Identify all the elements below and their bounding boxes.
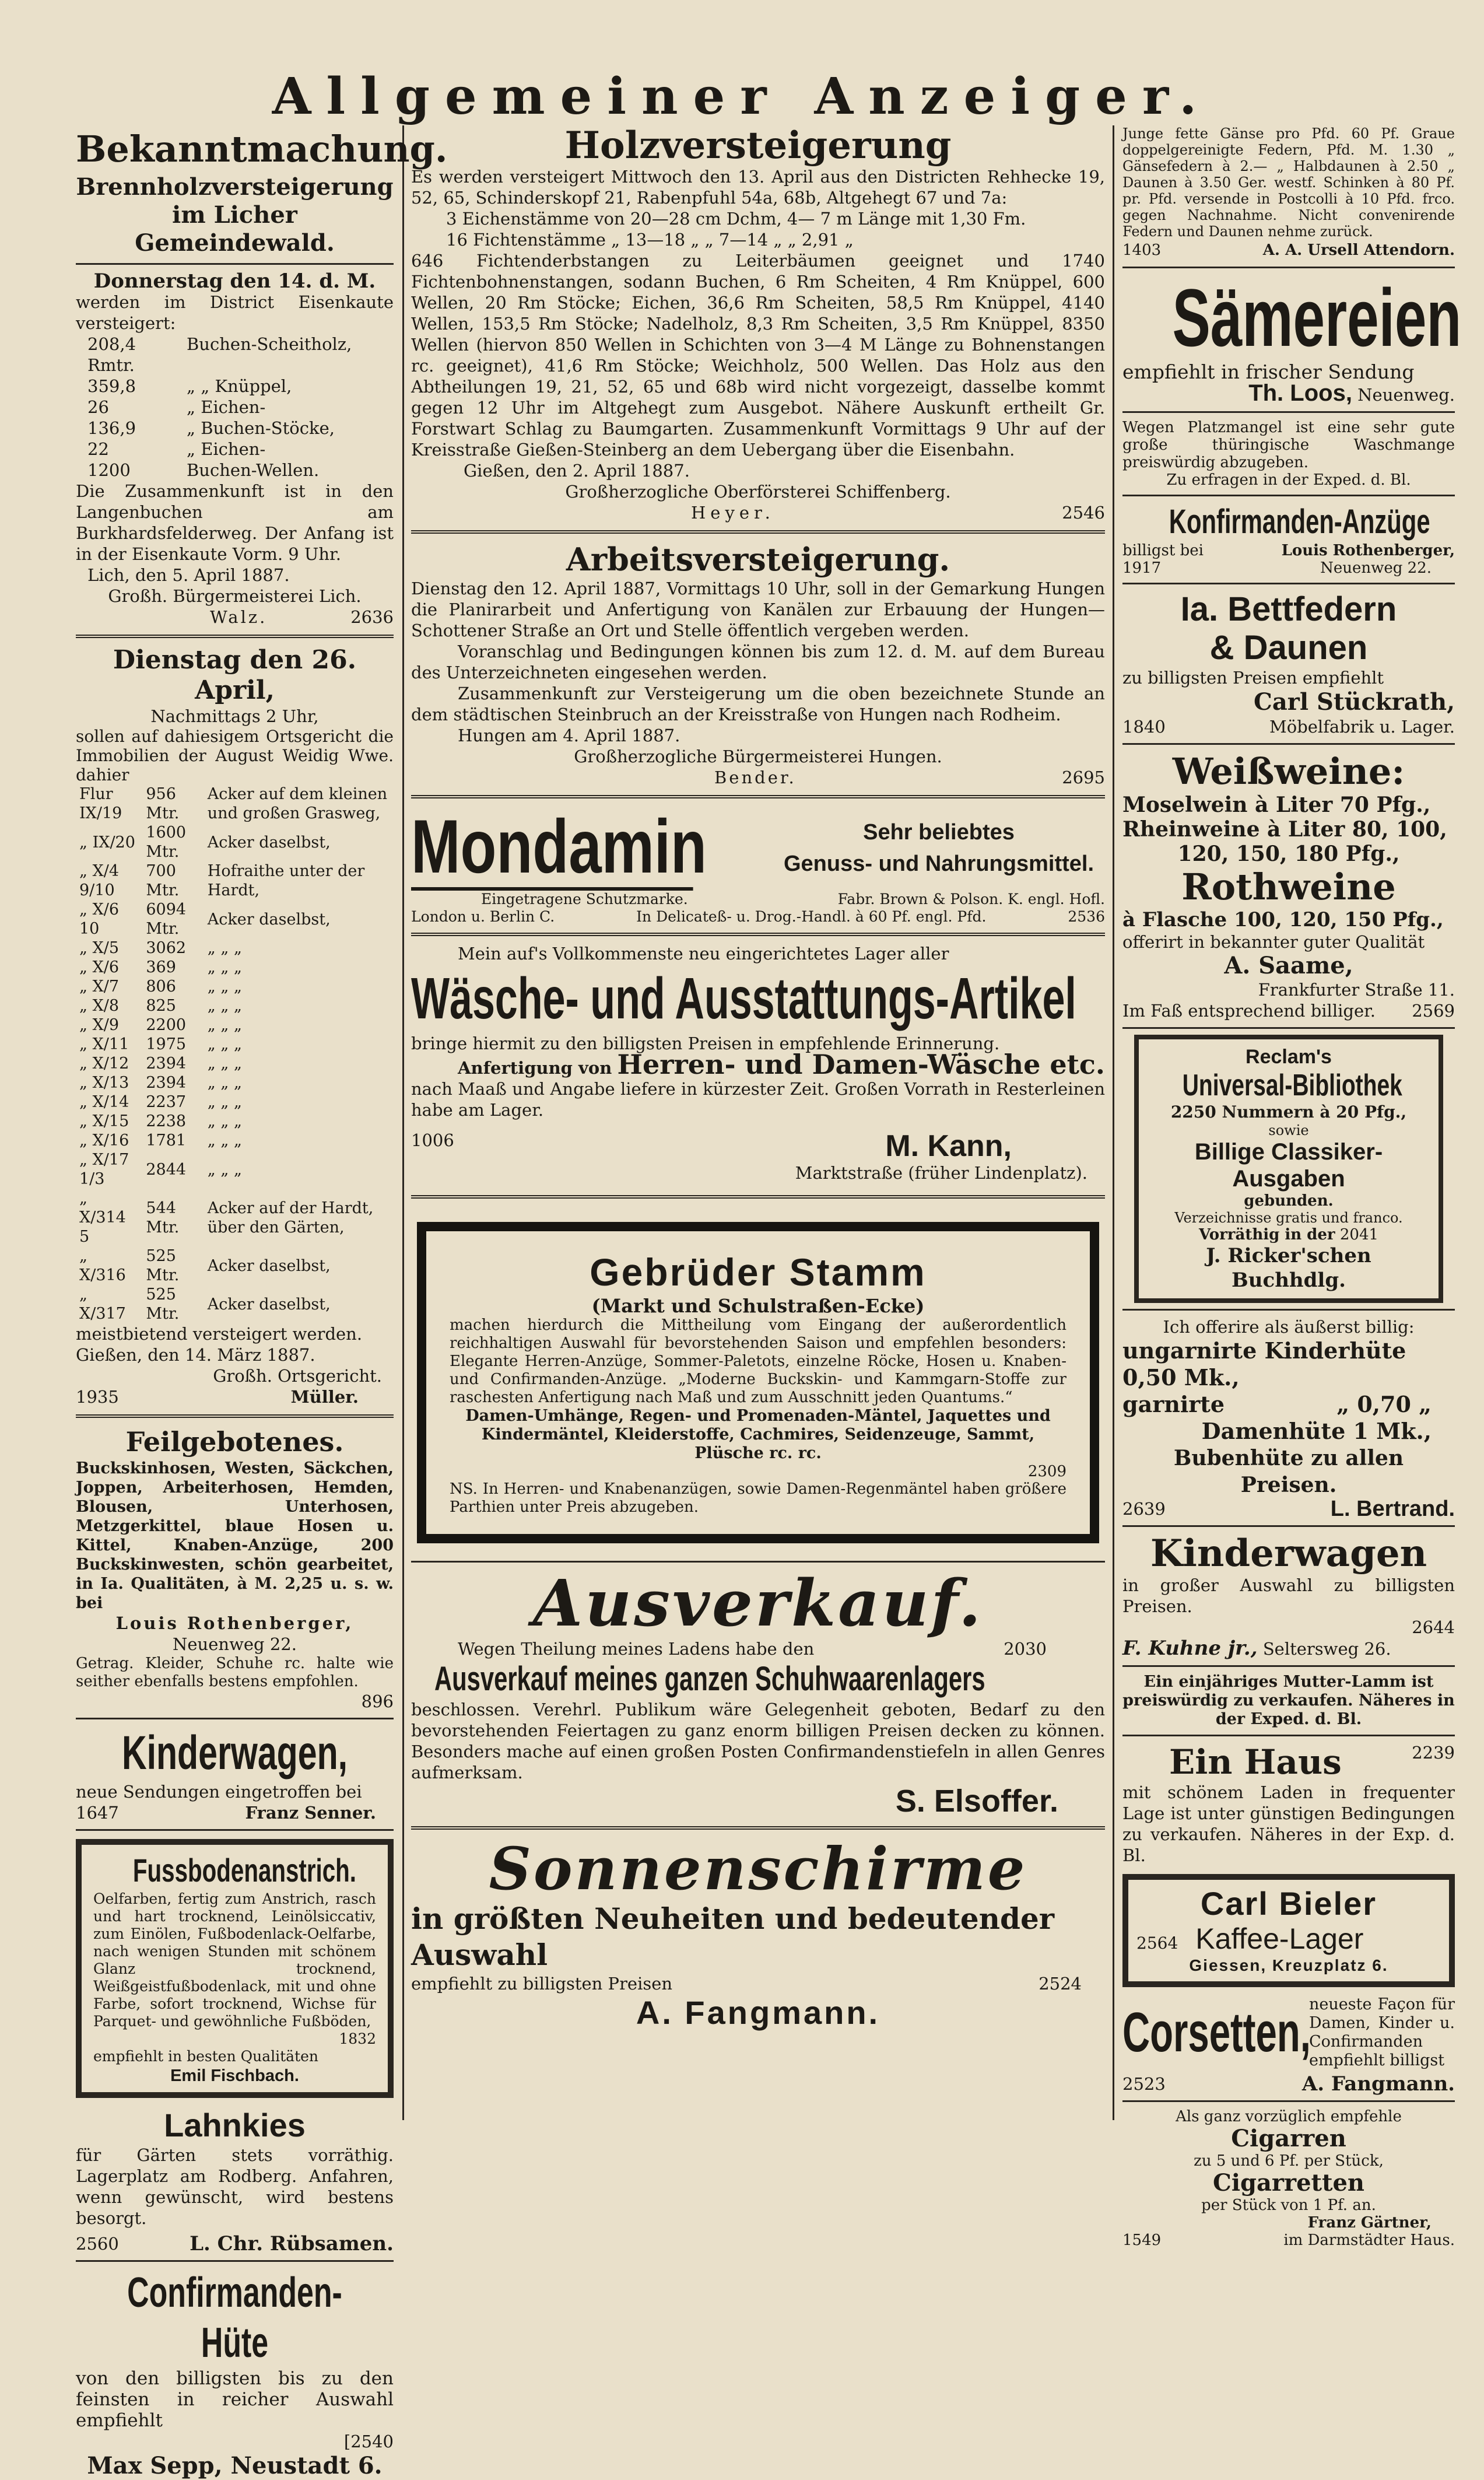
ad-text: ungarnirte Kinderhüte 0,50 Mk., <box>1122 1337 1406 1390</box>
ad-office: Großh. Bürgermeisterei Lich. <box>108 586 362 606</box>
ad-address: Möbelfabrik u. Lager. <box>1269 717 1455 737</box>
ad-number: 2309 <box>1027 1463 1066 1480</box>
ad-address: Neuenweg 22. <box>173 1634 297 1654</box>
ad-signature: 2560 L. Chr. Rübsamen. <box>76 2232 394 2255</box>
ad-cigarren <box>1122 2108 1455 2249</box>
ad-title: Fussbodenanstrich. <box>132 1852 357 1889</box>
ad-text: Moselwein à Liter 70 Pfg., <box>1122 793 1431 817</box>
ad-text: empfiehlt zu billigsten Preisen <box>411 1974 673 1994</box>
ad-title: Weißweine: <box>1172 750 1405 793</box>
divider <box>1122 583 1455 584</box>
divider <box>1122 1309 1455 1311</box>
column-right <box>1122 125 1462 2249</box>
ad-tagline: Sehr beliebtes <box>863 820 1015 845</box>
ad-text: für Gärten stets vorräthig. Lagerplatz am Rodberg. Anfahren, wenn gewünscht, wird bestens besorgt. <box>76 2145 394 2228</box>
ad-name: Max Sepp, Neustadt 6. <box>87 2452 383 2479</box>
ad-number: [2540 <box>343 2432 394 2451</box>
divider <box>411 1826 1105 1830</box>
table-row: „ X/11 1975 „ „ „ <box>79 1035 242 1053</box>
ad-text: Herren- und Damen-Wäsche etc. <box>617 1049 1105 1080</box>
ad-text: Voranschlag und Bedingungen können bis zum 12. d. M. auf dem Bureau des Unterzeichneten eingesehen werden. <box>411 642 1105 682</box>
ad-title: Bekanntmachung. <box>76 128 448 170</box>
ad-text: zu billigsten Preisen empfiehlt <box>1122 668 1384 688</box>
ad-waschmange <box>1122 419 1455 489</box>
divider <box>411 530 1105 534</box>
ad-text: London u. Berlin C. <box>411 908 555 925</box>
ad-kinderwagen-kuhne <box>1122 1533 1455 1659</box>
ad-title: Lahnkies <box>164 2107 306 2143</box>
ad-number: 2030 <box>1004 1639 1047 1659</box>
ad-text: gebunden. <box>1244 1192 1334 1210</box>
ad-gebrueder-stamm <box>417 1222 1099 1543</box>
ad-text: à Flasche 100, 120, 150 Pfg., <box>1122 908 1444 931</box>
ad-title: Cigarren <box>1231 2125 1346 2152</box>
ad-office: Großherzogliche Bürgermeisterei Hungen. <box>574 747 942 766</box>
ad-holzversteigerung <box>411 125 1105 523</box>
ad-kinderwagen <box>76 1725 394 1823</box>
ad-lahnkies <box>76 2106 394 2254</box>
ad-address: Neuenweg. <box>1357 385 1455 405</box>
ad-signature: Bender. 2695 <box>714 768 1105 787</box>
ad-number: 2639 <box>1122 1499 1166 1519</box>
ad-title: Mondamin <box>411 805 693 891</box>
ad-address: Giessen, Kreuzplatz 6. <box>1189 1956 1388 1974</box>
ad-number: 1549 <box>1122 2232 1162 2249</box>
ad-number: 2536 <box>1068 908 1105 925</box>
ad-title: Confirmanden-Hüte <box>127 2269 342 2366</box>
ad-name: A. Fangmann. <box>636 1994 880 2031</box>
ad-number: 1832 <box>339 2030 376 2047</box>
ad-title: Wäsche- und Ausstattungs-Artikel <box>411 966 1076 1031</box>
ad-number: 2524 <box>1039 1974 1082 1994</box>
ad-text: empfiehlt in frischer Sendung <box>1122 360 1415 383</box>
ad-saemereien <box>1122 272 1462 406</box>
ad-title: Arbeitsversteigerung. <box>566 541 950 578</box>
ad-number: 1006 <box>411 1130 454 1150</box>
list-item: 136,9 „ Buchen-Stöcke, <box>87 418 335 438</box>
ad-text: werden im District Eisenkaute versteigert: <box>76 292 394 333</box>
table-row: „ X/6 369 „ „ „ <box>79 958 242 976</box>
table-row: Flur IX/19 956 Mtr. Acker auf dem kleinen und großen Grasweg, <box>79 785 388 822</box>
ad-text: Getrag. Kleider, Schuhe rc. halte wie seither ebenfalls bestens empfohlen. <box>76 1655 394 1690</box>
ad-text: Ein einjähriges Mutter-Lamm ist preiswürdig zu verkaufen. Näheres in der Exped. d. Bl. <box>1122 1673 1455 1728</box>
divider <box>1122 267 1455 268</box>
ad-title: Rothweine <box>1181 866 1396 908</box>
column-middle <box>411 125 1105 2031</box>
ad-place: Gießen, den 2. April 1887. <box>464 461 690 481</box>
ad-title: Cigarretten <box>1213 2169 1364 2197</box>
table-row: „ X/7 806 „ „ „ <box>79 978 242 996</box>
ad-title: Konfirmanden-Anzüge <box>1169 503 1430 541</box>
ad-text: Ausverkauf meines ganzen Schuhwaarenlagers <box>434 1660 985 1698</box>
ad-signature: 1647 Franz Senner. <box>76 1803 376 1823</box>
ad-title: Ausverkauf. <box>532 1565 984 1641</box>
ad-name: Louis Rothenberger, <box>115 1613 354 1633</box>
ad-fussboden <box>76 1839 394 2098</box>
list-item: 359,8 „ „ Knüppel, <box>87 376 292 396</box>
ad-name: J. Ricker'schen Buchhdlg. <box>1206 1244 1371 1292</box>
ad-text: Vorräthig in der <box>1198 1226 1335 1243</box>
ad-text: Als ganz vorzüglich empfehle <box>1176 2108 1402 2125</box>
ad-text: In Delicateß- u. Drog.-Handl. à 60 Pf. engl. Pfd. <box>636 908 987 925</box>
ad-text: offerirt in bekannter guter Qualität <box>1122 932 1425 952</box>
ad-name: L. Bertrand. <box>1330 1497 1455 1521</box>
ad-text: in großer Auswahl zu billigsten Preisen. <box>1122 1575 1455 1616</box>
table-row: „ X/5 3062 „ „ „ <box>79 939 242 957</box>
ad-office: Großherzogliche Oberförsterei Schiffenberg. <box>565 482 951 502</box>
ad-bertrand <box>1122 1316 1455 1519</box>
ad-title: Sonnenschirme <box>489 1834 1027 1903</box>
table-row: „ X/15 2238 „ „ „ <box>79 1112 242 1130</box>
ad-title: Holzversteigerung <box>564 124 952 167</box>
ad-text: „ 0,70 „ <box>1336 1391 1432 1417</box>
masthead: Allgemeiner Anzeiger. <box>272 67 1212 126</box>
table-row: „ IX/20 1600 Mtr. Acker daselbst, <box>79 824 331 861</box>
ad-number: 1840 <box>1122 717 1166 737</box>
ad-text: Ausgaben <box>1232 1166 1345 1192</box>
ad-text: sowie <box>1268 1122 1309 1139</box>
ad-text: Billige Classiker- <box>1194 1139 1383 1165</box>
table-row: „ X/317 525 Mtr. Acker daselbst, <box>79 1285 331 1323</box>
parcel-table <box>76 784 394 1323</box>
ad-text: Damenhüte 1 Mk., <box>1201 1418 1432 1444</box>
ad-text: 120, 150, 180 Pfg., <box>1177 842 1400 866</box>
ad-title: Reclam's <box>1246 1046 1332 1068</box>
ad-title: Kinderwagen, <box>121 1726 348 1780</box>
ad-time: Nachmittags 2 Uhr, <box>150 706 319 726</box>
ad-text: neueste Façon für Damen, Kinder u. Confirmanden empfiehlt billigst <box>1309 1995 1455 2069</box>
divider <box>76 263 394 265</box>
ad-place: Gießen, den 14. März 1887. <box>76 1345 315 1365</box>
ad-subtitle: Kaffee-Lager <box>1195 1922 1364 1955</box>
ad-address: im Darmstädter Haus. <box>1283 2232 1455 2249</box>
ad-text: nach Maaß und Angabe liefere in kürzester Zeit. Großen Vorrath in Resterleinen habe am Lager. <box>411 1079 1105 1120</box>
ad-name: A. A. Ursell Attendorn. <box>1262 241 1455 259</box>
ad-konfirmanden <box>1122 502 1455 577</box>
ad-text: billigst bei <box>1122 542 1204 559</box>
ad-title: Kinderwagen <box>1150 1532 1427 1575</box>
ad-title: & Daunen <box>1209 629 1368 667</box>
ad-signature: Walz. 2636 <box>210 607 394 627</box>
column-rule <box>402 125 404 2120</box>
ad-ausverkauf <box>411 1565 1105 1819</box>
ad-title: Carl Bieler <box>1200 1885 1377 1922</box>
ad-number: 1403 <box>1122 241 1162 259</box>
table-row: „ X/12 2394 „ „ „ <box>79 1055 242 1073</box>
table-row: „ X/4 9/10 700 Mtr. Hofraithe unter der Hardt, <box>79 862 365 899</box>
ad-name: F. Kuhne jr., <box>1122 1637 1258 1660</box>
divider <box>411 795 1105 798</box>
ad-number: 2523 <box>1122 2074 1166 2094</box>
ad-title: Sämereien <box>1172 272 1462 363</box>
divider <box>1122 1665 1455 1667</box>
ad-place: Lich, den 5. April 1887. <box>87 565 290 585</box>
ad-text: per Stück von 1 Pf. an. <box>1201 2197 1376 2214</box>
ad-haus <box>1122 1742 1455 1866</box>
ad-text: mit schönem Laden in frequenter Lage ist unter günstigen Bedingungen zu verkaufen. Näheres in der Exp. d. Bl. <box>1122 1782 1455 1865</box>
ad-text: Die Zusammenkunft ist in den Langenbuchen am Burkhardsfelderweg. Der Anfang ist in der Eisenkaute Vorm. 9 Uhr. <box>76 481 394 564</box>
ad-text: 646 Fichtenderbstangen zu Leiterbäumen geeignet und 1740 Fichtenbohnenstangen, sodann Buchen, 6 Rm Scheiten, 4 Rm Knüppel, 600 Wellen, 20 Rm Stöcke; Eichen, 36,6 Rm Scheiten, 58,5 Rm Knüppel, 4140 Wellen, 153,5 Rm Stöcke; Nadelholz, 8,3 Rm Scheiten, 3,5 Rm Knüppel, 8350 Wellen (hiervon 850 Wellen in Schichten von 3—4 M Länge zu Bohnenstangen rc. geeignet), 41,6 Rm Stöcke; Weichholz, 500 Wellen. Das Holz aus den Abtheilungen 19, 21, 52, 65 und 68b wird nicht vorgezeigt, dasselbe kommt gegen 12 Uhr im Altgehegt zum Ausgebot. Nähere Auskunft ertheilt Gr. Forstwart Schlag zu Baumgarten. Zusammenkunft Vormittags 9 Uhr auf der Kreisstraße Gießen-Steinberg an dem Uebergang über die Eisenbahn. <box>411 251 1105 460</box>
table-row: „ X/314 5 544 Mtr. Acker auf der Hardt, über den Gärten, <box>79 1189 374 1246</box>
ad-text: Verzeichnisse gratis und franco. <box>1174 1210 1403 1226</box>
ad-text: Dienstag den 12. April 1887, Vormittags 10 Uhr, soll in der Gemarkung Hungen die Planirarbeit und Anfertigung von Kanälen zur Erbauung der Hungen—Schottener Straße an Ort und Stelle öffentlich vergeben werden. <box>411 579 1105 640</box>
ad-signature: Heyer. 2546 <box>691 503 1105 523</box>
ad-text: Ich offerire als äußerst billig: <box>1163 1317 1415 1337</box>
list-item: 208,4 Rmtr. Buchen-Scheitholz, <box>87 334 352 375</box>
ad-reclam <box>1134 1035 1443 1303</box>
ad-text: von den billigsten bis zu den feinsten in reicher Auswahl empfiehlt <box>76 2368 394 2431</box>
divider <box>1122 495 1455 496</box>
ad-number: 2239 <box>1412 1743 1455 1763</box>
divider <box>1122 411 1455 413</box>
ad-subtitle: Brennholzversteigerung <box>76 173 394 201</box>
ad-text: Bubenhüte zu allen Preisen. <box>1173 1446 1404 1497</box>
table-row: „ X/17 1/3 2844 „ „ „ <box>79 1151 242 1188</box>
ad-date: Donnerstag den 14. d. M. <box>93 269 376 293</box>
ad-number: 896 <box>361 1691 394 1711</box>
ad-text: Buckskinhosen, Westen, Säckchen, Joppen, Arbeiterhosen, Hemden, Blousen, Unterhosen, Metzgerkittel, blaue Hosen u. Kittel, Knaben-Anzüge, 200 Buckskinwesten, schön gearbeitet, in Ia. Qualitäten, à M. 2,25 u. s. w. bei <box>76 1459 394 1612</box>
ad-tagline: Genuss- und Nahrungsmittel. <box>783 852 1094 876</box>
ad-lamm <box>1122 1673 1455 1729</box>
ad-address: Seltersweg 26. <box>1262 1639 1391 1659</box>
ad-signature: 1935 Müller. <box>76 1387 359 1407</box>
ad-name: Th. Loos, <box>1248 380 1352 406</box>
ad-title: Feilgebotenes. <box>125 1426 344 1458</box>
divider <box>1122 743 1455 745</box>
ad-number: 1917 <box>1122 559 1162 577</box>
ad-text: empfiehlt in besten Qualitäten <box>93 2048 319 2065</box>
ad-sonnenschirme <box>411 1834 1105 2031</box>
ad-name: Louis Rothenberger, <box>1281 542 1455 559</box>
ad-text: Oelfarben, fertig zum Anstrich, rasch und hart trocknend, Leinölsiccativ, zum Einölen, Fußbodenlack-Oelfarbe, nach wenigen Stunden mit schönem Glanz trocknend, Weißgeistfußbodenlack, mit und ohne Farbe, sofort trocknend, Wichse für Parquet- und gewöhnliche Fußböden, <box>93 1890 376 2030</box>
ad-kann <box>411 943 1105 1183</box>
ad-text: Rheinweine à Liter 80, 100, <box>1122 817 1447 842</box>
ad-text: NS. In Herren- und Knabenanzügen, sowie Damen-Regenmäntel haben größere Parthien unter Preis abzugeben. <box>450 1480 1066 1516</box>
ad-name: S. Elsoffer. <box>895 1784 1058 1819</box>
divider <box>411 933 1105 936</box>
ad-number: 2644 <box>1412 1617 1455 1637</box>
table-row: „ X/16 1781 „ „ „ <box>79 1132 242 1150</box>
divider <box>1122 1525 1455 1527</box>
ad-title: Dienstag den 26. April, <box>113 645 357 705</box>
ad-text: in größten Neuheiten und bedeutender Auswahl <box>411 1901 1055 1972</box>
ad-text: 16 Fichtenstämme „ 13—18 „ „ 7—14 „ „ 2,91 „ <box>446 230 854 250</box>
divider <box>76 1414 394 1418</box>
table-row: „ X/9 2200 „ „ „ <box>79 1016 242 1034</box>
ad-text: 3 Eichenstämme von 20—28 cm Dchm, 4— 7 m Länge mit 1,30 Fm. <box>446 209 1026 229</box>
ad-gaense <box>1122 125 1455 261</box>
ad-text: Fabr. Brown & Polson. K. engl. Hofl. <box>837 891 1105 908</box>
ad-text: neue Sendungen eingetroffen bei <box>76 1782 362 1802</box>
divider <box>76 1718 394 1719</box>
ad-name: M. Kann, <box>885 1129 1012 1163</box>
ad-address: Frankfurter Straße 11. <box>1258 980 1455 1000</box>
ad-text: sollen auf dahiesigem Ortsgericht die Immobilien der August Weidig Wwe. dahier <box>76 727 394 784</box>
ad-title: Universal-Bibliothek <box>1182 1069 1402 1102</box>
ad-text: Anfertigung von <box>458 1058 612 1078</box>
ad-bieler <box>1122 1874 1455 1987</box>
ad-title: Ein Haus <box>1169 1742 1342 1782</box>
ad-text: Damen-Umhänge, Regen- und Promenaden-Mäntel, Jaquettes und Kindermäntel, Kleiderstoffe, Cachmires, Seidenzeuge, Sammt, Plüsche rc. rc. <box>465 1407 1051 1462</box>
ad-text: garnirte <box>1122 1391 1225 1417</box>
ad-text: 2250 Nummern à 20 Pfg., <box>1170 1102 1407 1122</box>
ad-bettfedern <box>1122 590 1455 737</box>
ad-number: 2041 <box>1339 1226 1379 1243</box>
table-row: „ X/13 2394 „ „ „ <box>79 1074 242 1092</box>
ad-address: Neuenweg 22. <box>1320 559 1432 577</box>
table-row: „ X/316 525 Mtr. Acker daselbst, <box>79 1247 331 1284</box>
ad-arbeitsversteigerung <box>411 541 1105 788</box>
ad-mondamin <box>411 805 1105 926</box>
ad-text: Wegen Platzmangel ist eine sehr gute große thüringische Waschmange preiswürdig abzugeben. <box>1122 419 1455 471</box>
divider <box>76 635 394 638</box>
ad-text: machen hierdurch die Mittheilung vom Eingang der außerordentlich reichhaltigen Auswahl für bevorstehenden Saison und empfehlen besonders: Elegante Herren-Anzüge, Sommer-Paletots, einzelne Röcke, Hosen u. Knaben- und Confirmanden-Anzüge. „Moderne Buckskin- und Kammgarn-Stoffe zur raschesten Anfertigung nach Maß und zum Ausschnitt jeden Quantums.“ <box>450 1316 1066 1406</box>
ad-text: Zu erfragen in der Exped. d. Bl. <box>1166 471 1411 489</box>
divider <box>1122 1027 1455 1029</box>
ad-text: Eingetragene Schutzmarke. <box>481 891 688 908</box>
ad-title: Corsetten, <box>1122 2001 1311 2064</box>
ad-text: Zusammenkunft zur Versteigerung um die oben bezeichnete Stunde an dem städtischen Steinbruch an der Kreisstraße von Hungen nach Rodheim. <box>411 684 1105 724</box>
ad-text: meistbietend versteigert werden. <box>76 1324 363 1344</box>
ad-number: 2569 <box>1412 1001 1455 1021</box>
table-row: „ X/8 825 „ „ „ <box>79 997 242 1015</box>
ad-corsetten <box>1122 1995 1455 2094</box>
ad-weine <box>1122 751 1455 1021</box>
ad-title: Gebrüder Stamm <box>590 1250 927 1294</box>
table-row: „ X/6 10 6094 Mtr. Acker daselbst, <box>79 901 331 938</box>
ad-hute <box>76 2268 394 2480</box>
divider <box>76 1829 394 1831</box>
ad-text: Im Faß entsprechend billiger. <box>1122 1001 1376 1021</box>
ad-place: Hungen am 4. April 1887. <box>458 726 680 745</box>
ad-name: Emil Fischbach. <box>170 2066 299 2085</box>
ad-feilgebotenes <box>76 1425 394 1712</box>
wood-list <box>76 334 394 481</box>
ad-text: zu 5 und 6 Pf. per Stück, <box>1194 2152 1384 2170</box>
list-item: 22 „ Eichen- <box>87 439 266 459</box>
ad-name: Carl Stückrath, <box>1254 688 1455 716</box>
ad-address: Marktstraße (früher Lindenplatz). <box>795 1163 1087 1183</box>
divider <box>1122 2100 1455 2102</box>
ad-name: A. Saame, <box>1224 952 1353 979</box>
divider <box>76 2260 394 2262</box>
ad-office: Großh. Ortsgericht. <box>213 1366 382 1386</box>
table-row: „ X/14 2237 „ „ „ <box>79 1093 242 1111</box>
ad-text: beschlossen. Verehrl. Publikum wäre Gelegenheit geboten, Bedarf zu den bevorstehenden Feiertagen zu ganz enorm billigen Preisen decken zu können. Besonders mache auf einen großen Posten Confirmandenstiefeln in allen Genres aufmerksam. <box>411 1700 1105 1782</box>
ad-text: Mein auf's Vollkommenste neu eingerichtetes Lager aller <box>458 944 949 964</box>
ad-subtitle: (Markt und Schulstraßen-Ecke) <box>591 1295 925 1317</box>
ad-number: 2564 <box>1136 1933 1178 1953</box>
ad-brennholz <box>76 125 448 628</box>
ad-title: Ia. Bettfedern <box>1180 590 1397 628</box>
ad-subtitle: im Licher Gemeindewald. <box>135 201 335 257</box>
ad-text: Wegen Theilung meines Ladens habe den <box>458 1639 815 1659</box>
divider <box>411 1195 1105 1199</box>
column-rule <box>1113 125 1114 2120</box>
ad-text: bringe hiermit zu den billigsten Preisen in empfehlende Erinnerung. <box>411 1034 1000 1053</box>
ad-name: Franz Gärtner, <box>1307 2214 1432 2232</box>
divider <box>1122 1735 1455 1736</box>
ad-dienstag <box>76 645 394 1407</box>
divider <box>411 1561 1105 1563</box>
list-item: 26 „ Eichen- <box>87 397 266 417</box>
ad-text: Junge fette Gänse pro Pfd. 60 Pf. Graue doppelgereinigte Federn, Pfd. M. 1.30 „ Gänsefedern à 2.— „ Halbdaunen à 2.50 „ Daunen à 3.50 Ger. westf. Schinken à 80 Pf. pr. Pfd. versende in Postcolli à 10 Pfd. frco. gegen Nachnahme. Nicht convenirende Federn und Daunen nehme zurück. <box>1122 125 1455 240</box>
ad-text: Es werden versteigert Mittwoch den 13. April aus den Districten Rehhecke 19, 52, 65, Schinderskopf 21, Rabenpfuhl 54a, 68b, Altgehegt 67 und 7a: <box>411 167 1105 208</box>
list-item: 1200 Buchen-Wellen. <box>87 460 320 480</box>
ad-name: A. Fangmann. <box>1301 2072 1455 2096</box>
